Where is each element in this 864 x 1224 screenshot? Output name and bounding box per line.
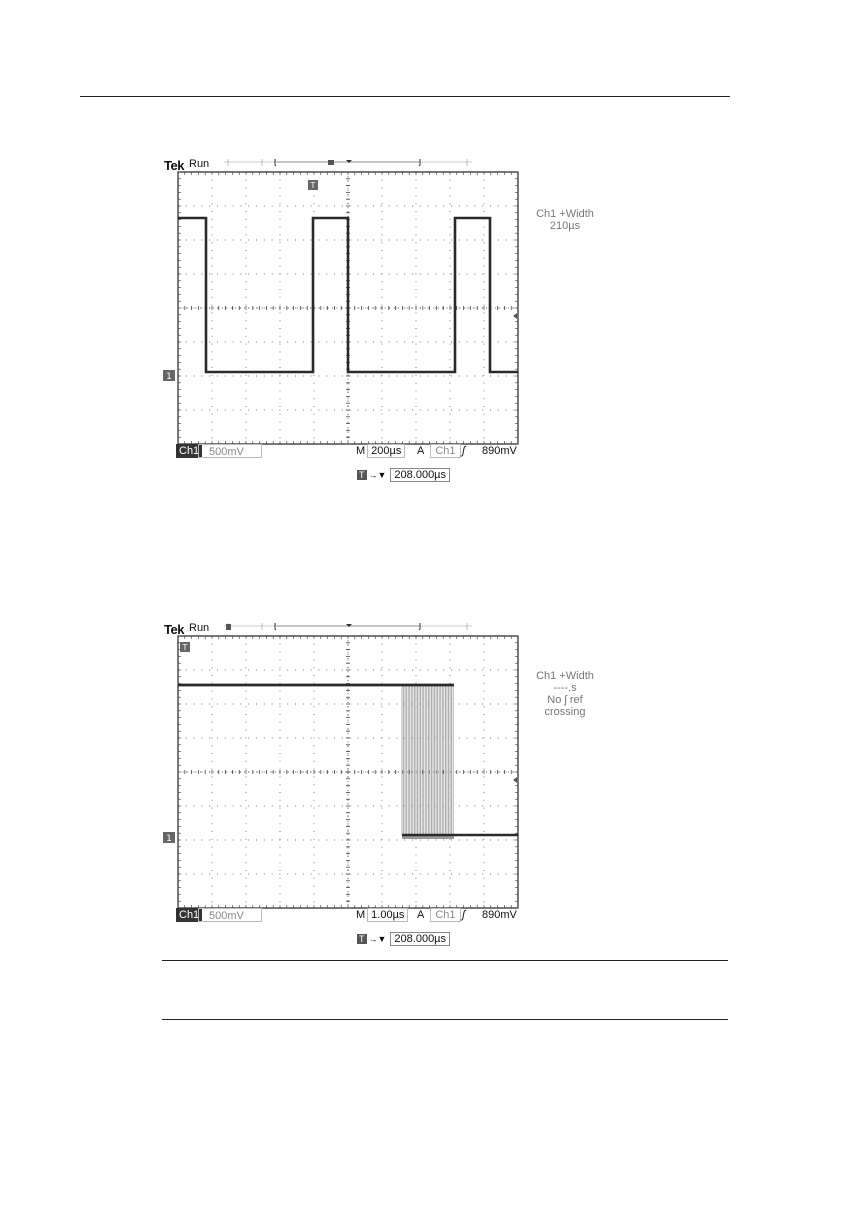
trigger-position-icon: T bbox=[359, 934, 365, 944]
time-per-div-value: 200µs bbox=[367, 444, 405, 458]
square-wave-trace bbox=[178, 218, 518, 372]
position-value: 208.000µs bbox=[390, 468, 450, 482]
trigger-pointer-icon bbox=[346, 160, 352, 163]
trigger-level-icon bbox=[513, 777, 517, 783]
trigger-mode: A bbox=[417, 909, 425, 921]
trigger-source-value: Ch1 bbox=[430, 908, 460, 922]
section-rule-lower bbox=[162, 1019, 728, 1020]
time-per-div-value: 1.00µs bbox=[367, 908, 408, 922]
brand-label: Tek bbox=[164, 622, 184, 637]
readout-line: ----.s bbox=[553, 682, 577, 694]
trigger-marker-label: T bbox=[310, 181, 316, 190]
trigger-source bbox=[417, 444, 461, 458]
rising-slope-icon: ʃ bbox=[462, 909, 466, 921]
horizontal-position-readout bbox=[357, 469, 450, 481]
page-top-rule bbox=[80, 96, 730, 97]
readout-line: Ch1 +Width bbox=[536, 208, 594, 220]
trigger-mode: A bbox=[417, 445, 425, 457]
measurement-readout bbox=[520, 208, 610, 232]
trigger-pointer-icon bbox=[346, 624, 352, 627]
horizontal-position-readout bbox=[357, 933, 450, 945]
acq-state-label: Run bbox=[189, 158, 210, 170]
trigger-source-value: Ch1 bbox=[430, 444, 460, 458]
arrow-right-icon: →▼ bbox=[368, 934, 387, 944]
volts-per-div: 500mV bbox=[198, 908, 262, 922]
measurement-readout bbox=[520, 670, 610, 718]
scope-screenshot-1 bbox=[162, 158, 632, 488]
trigger-level-icon bbox=[513, 313, 517, 319]
trigger-level: 890mV bbox=[482, 445, 517, 457]
channel-badge: Ch1 bbox=[176, 444, 202, 458]
status-bar bbox=[162, 908, 632, 922]
volts-per-div: 500mV bbox=[198, 444, 262, 458]
trigger-in-record-icon bbox=[226, 624, 231, 630]
trigger-marker-label: T bbox=[182, 643, 188, 652]
rising-slope-icon: ʃ bbox=[462, 445, 466, 457]
trigger-source bbox=[417, 908, 461, 922]
scope-screenshot-2 bbox=[162, 622, 632, 952]
time-per-div bbox=[356, 908, 408, 922]
section-rule-upper bbox=[162, 960, 728, 961]
arrow-right-icon: →▼ bbox=[368, 470, 387, 480]
channel-ground-label: 1 bbox=[166, 834, 172, 844]
status-bar bbox=[162, 444, 632, 458]
acq-state-label: Run bbox=[189, 622, 210, 634]
trigger-in-record-icon bbox=[328, 160, 334, 165]
position-value: 208.000µs bbox=[390, 932, 450, 946]
channel-badge: Ch1 bbox=[176, 908, 202, 922]
readout-line: No ʃ ref bbox=[547, 694, 583, 706]
trigger-level: 890mV bbox=[482, 909, 517, 921]
time-per-div bbox=[356, 444, 405, 458]
readout-line: 210µs bbox=[549, 220, 581, 232]
m-label: M bbox=[356, 445, 366, 457]
channel-ground-label: 1 bbox=[166, 372, 172, 382]
readout-line: Ch1 +Width bbox=[536, 670, 594, 682]
m-label: M bbox=[356, 909, 366, 921]
readout-line: crossing bbox=[544, 706, 586, 718]
brand-label: Tek bbox=[164, 158, 184, 173]
trigger-position-icon: T bbox=[359, 470, 365, 480]
